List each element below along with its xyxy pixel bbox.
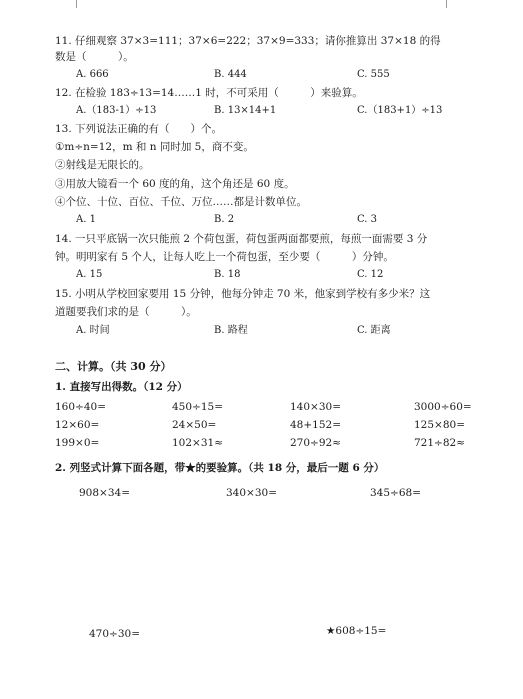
- q15-option-c: C. 距离: [357, 325, 391, 336]
- calc-r2-c3: 48+152=: [290, 419, 341, 431]
- calc-r1-c3: 140×30=: [290, 401, 341, 413]
- vertical-calc-4: 470÷30=: [89, 628, 140, 640]
- q14-line1: 14. 一只平底锅一次只能煎 2 个荷包蛋，荷包蛋两面都要煎，每煎一面需要 3 分: [55, 233, 428, 245]
- q13-statement-4: ④个位、十位、百位、千位、万位……都是计数单位。: [55, 196, 307, 208]
- q11-option-c: C. 555: [357, 69, 390, 80]
- q14-option-c: C. 12: [357, 269, 384, 280]
- vertical-calc-3: 345÷68=: [370, 487, 421, 499]
- q12-option-b: B. 13×14+1: [214, 105, 277, 116]
- calc-r1-c4: 3000÷60=: [414, 401, 472, 413]
- q15-line2: 道题要我们求的是（ ）。: [55, 306, 197, 318]
- q14-option-b: B. 18: [214, 269, 241, 280]
- q14-option-a: A. 15: [76, 269, 103, 280]
- vertical-calc-2: 340×30=: [226, 487, 277, 499]
- q13-option-a: A. 1: [76, 214, 96, 225]
- q12-option-c: C.（183+1）÷13: [357, 105, 443, 116]
- q12-option-a: A.（183-1）÷13: [76, 105, 157, 116]
- q13-line1: 13. 下列说法正确的有（ ）个。: [55, 123, 223, 135]
- q11-option-a: A. 666: [76, 69, 109, 80]
- calc-r2-c2: 24×50=: [172, 419, 217, 431]
- q13-option-b: B. 2: [214, 214, 235, 225]
- q12-line1: 12. 在检验 183÷13=14……1 时，不可采用（ ）来验算。: [55, 87, 363, 99]
- calc-r2-c1: 12×60=: [55, 419, 100, 431]
- section2-part1-title: 1. 直接写出得数。（12 分）: [55, 381, 188, 393]
- q13-statement-3: ③用放大镜看一个 60 度的角，这个角还是 60 度。: [55, 178, 295, 190]
- calc-r1-c1: 160÷40=: [55, 401, 106, 413]
- q11-line1: 11. 仔细观察 37×3=111；37×6=222；37×9=333；请你推算出 37×18 的得: [55, 35, 441, 47]
- q13-option-c: C. 3: [357, 214, 378, 225]
- calc-r2-c4: 125×80=: [414, 419, 465, 431]
- q15-option-a: A. 时间: [76, 325, 110, 336]
- crop-mark-left: [76, 0, 77, 8]
- calc-r3-c4: 721÷82≈: [414, 437, 465, 449]
- q13-statement-1: ①m÷n=12，m 和 n 同时加 5，商不变。: [55, 141, 254, 153]
- q11-line2: 数是（ ）。: [55, 51, 134, 63]
- vertical-calc-1: 908×34=: [79, 487, 130, 499]
- calc-r3-c2: 102×31≈: [172, 437, 223, 449]
- section2-part2-title: 2. 列竖式计算下面各题，带★的要验算。（共 18 分，最后一题 6 分）: [55, 462, 385, 474]
- q15-option-b: B. 路程: [214, 325, 248, 336]
- crop-mark-right: [446, 0, 447, 8]
- q13-statement-2: ②射线是无限长的。: [55, 159, 150, 171]
- q11-option-b: B. 444: [214, 69, 247, 80]
- calc-r3-c1: 199×0=: [55, 437, 100, 449]
- q15-line1: 15. 小明从学校回家要用 15 分钟，他每分钟走 70 米，他家到学校有多少米？这: [55, 288, 431, 300]
- calc-r1-c2: 450÷15=: [172, 401, 223, 413]
- section2-title: 二、计算。（共 30 分）: [55, 360, 172, 373]
- vertical-calc-5-starred: ★608÷15=: [326, 625, 387, 637]
- q14-line2: 钟。明明家有 5 个人，让每人吃上一个荷包蛋，至少要（ ）分钟。: [55, 251, 394, 263]
- calc-r3-c3: 270÷92≈: [290, 437, 341, 449]
